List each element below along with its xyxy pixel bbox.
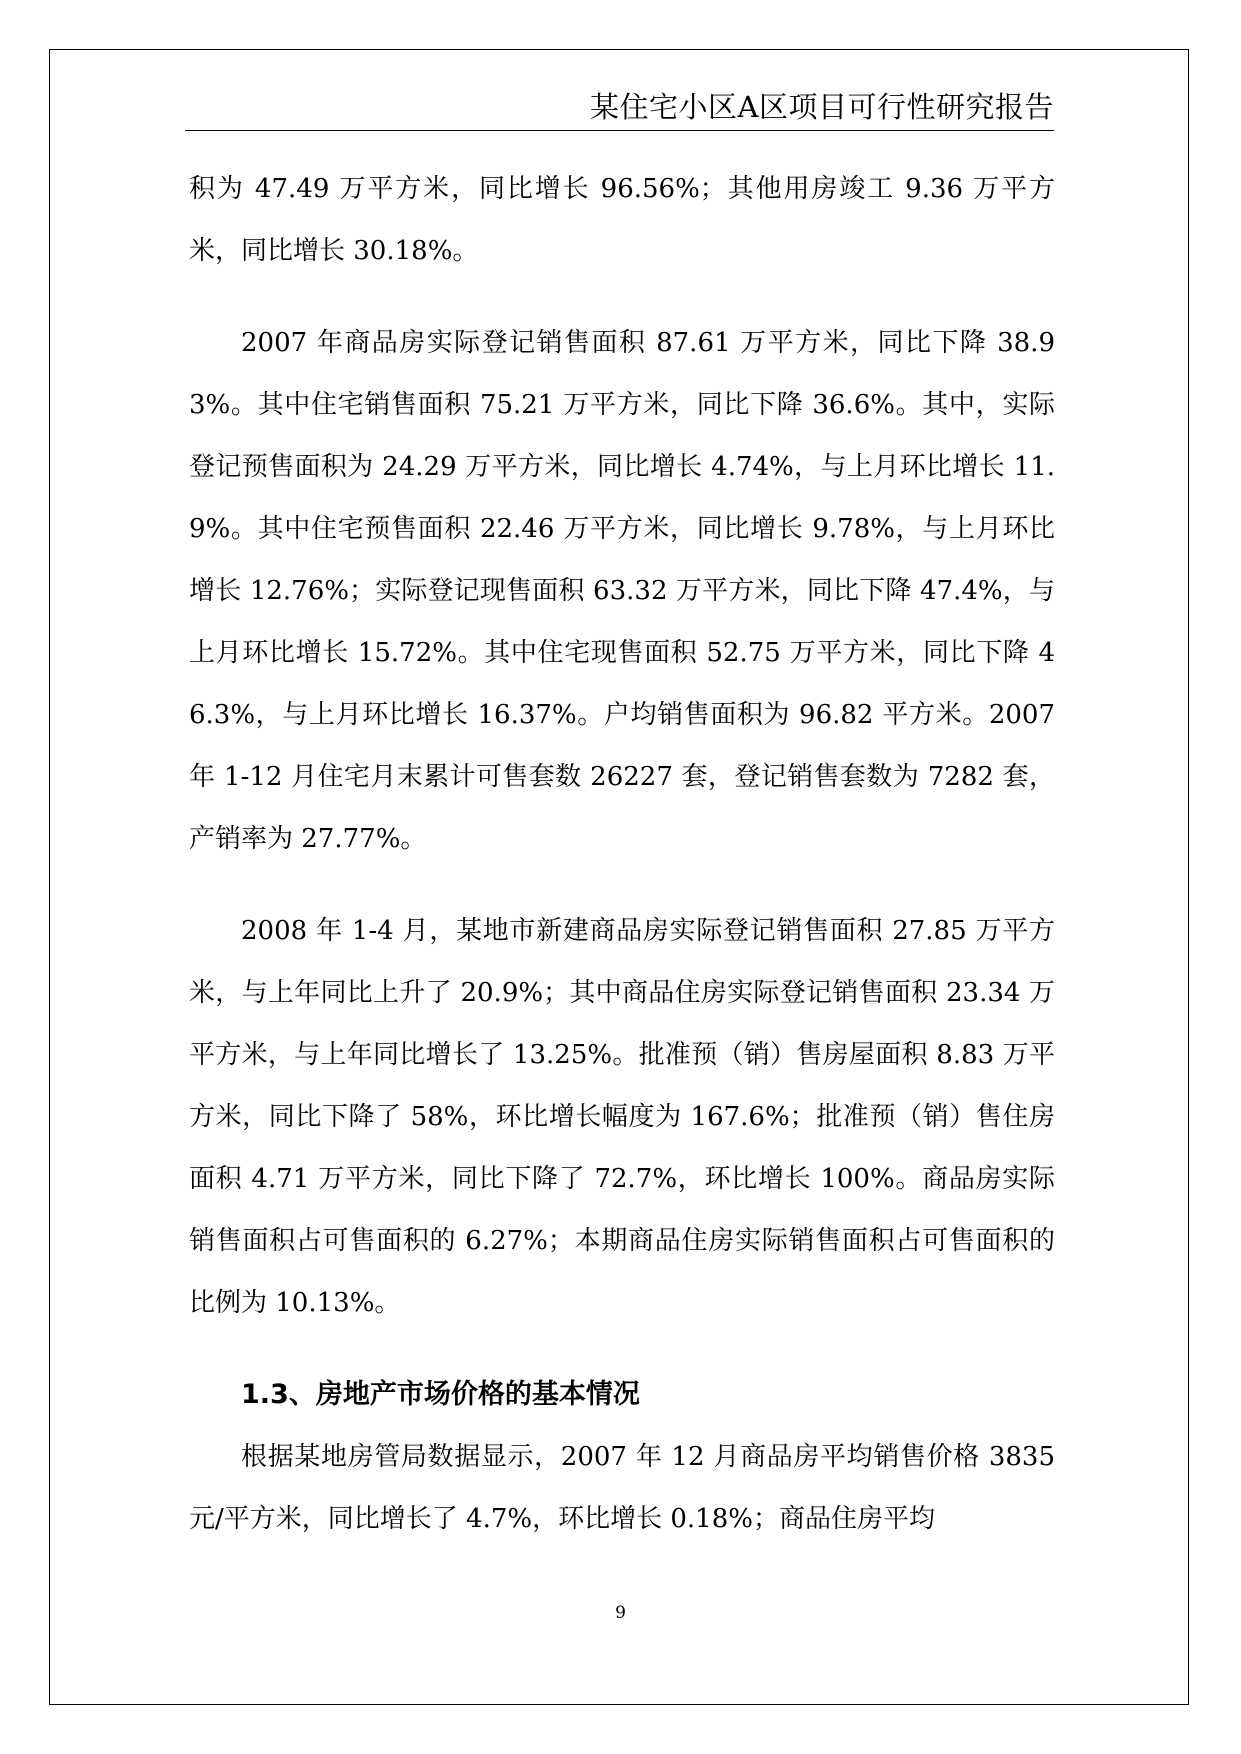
page-number: 9: [615, 1603, 626, 1623]
paragraph-continued: 积为 47.49 万平方米，同比增长 96.56%；其他用房竣工 9.36 万平方米，同比增长 30.18%。: [189, 174, 1055, 266]
paragraph-2008-sales: 2008 年 1-4 月，某地市新建商品房实际登记销售面积 27.85 万平方米，与上年同比上升了 20.9%；其中商品住房实际登记销售面积 23.34 万平方米，与上年同比增长了 13.25%。批准预（销）售房屋面积 8.83 万平方米，同比下降了 58%，环比增长幅度为 167.6%；批准预（销）售住房面积 4.71 万平方米，同比下降了 72.7%，环比增长 100%。商品房实际销售面积占可售面积的 6.27%；本期商品住房实际销售面积占可售面积的比例为 10.13%。: [189, 916, 1055, 1318]
running-header: 某住宅小区A区项目可行性研究报告: [185, 84, 1054, 131]
paragraph-2007-sales: 2007 年商品房实际登记销售面积 87.61 万平方米，同比下降 38.93%。其中住宅销售面积 75.21 万平方米，同比下降 36.6%。其中，实际登记预售面积为 24.29 万平方米，同比增长 4.74%，与上月环比增长 11.9%。其中住宅预售面积 22.46 万平方米，同比增长 9.78%，与上月环比增长 12.76%；实际登记现售面积 63.32 万平方米，同比下降 47.4%，与上月环比增长 15.72%。其中住宅现售面积 52.75 万平方米，同比下降 46.3%，与上月环比增长 16.37%。户均销售面积为 96.82 平方米。2007 年 1-12 月住宅月末累计可售套数 26227 套，登记销售套数为 7282 套，产销率为 27.77%。: [189, 328, 1055, 854]
paragraph-price-overview: 根据某地房管局数据显示，2007 年 12 月商品房平均销售价格 3835 元/平方米，同比增长了 4.7%，环比增长 0.18%；商品住房平均: [189, 1442, 1055, 1534]
section-heading: 1.3、房地产市场价格的基本情况: [241, 1379, 640, 1410]
document-body: [189, 158, 1055, 1550]
